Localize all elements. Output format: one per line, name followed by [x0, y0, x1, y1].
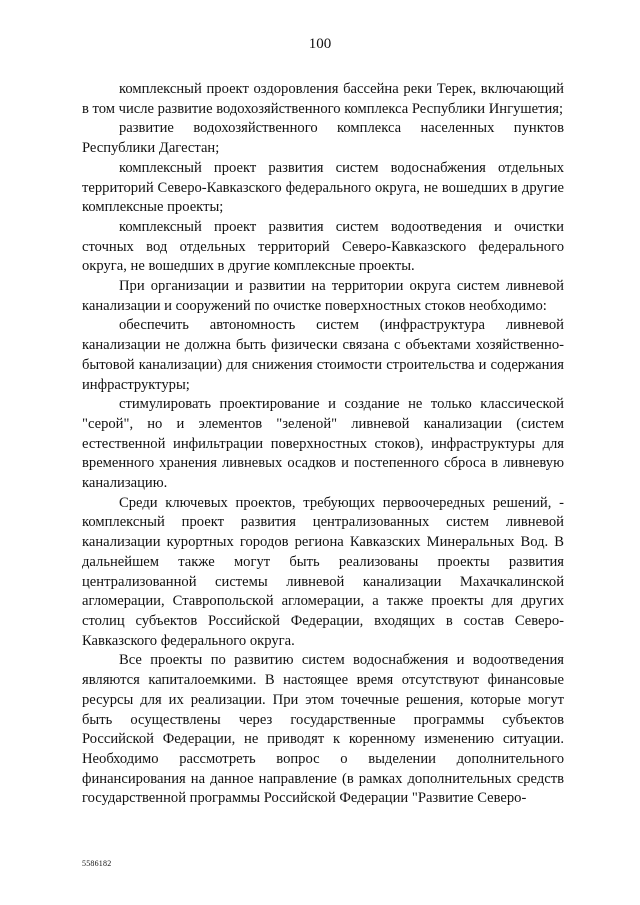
paragraph-financing: Все проекты по развитию систем водоснабжения и водоотведения являются капиталоемкими. В настоящее время отсутствуют финансовые ресурсы для их реализации. При этом точечные решения, которые могут быть осуществлены через государственные программы субъектов Российской Федерации, не приводят к коренному изменению ситуации. Необходимо рассмотреть вопрос о выделении дополнительного финансирования на данное направление (в рамках дополнительных средств государственной программы Российской Федерации "Развитие Северо-	[82, 652, 564, 807]
paragraph-terek-project: комплексный проект оздоровления бассейна реки Терек, включающий в том числе развитие водохозяйственного комплекса Республики Ингушетия;	[82, 81, 564, 117]
paragraph-wastewater: комплексный проект развития систем водоотведения и очистки сточных вод отдельных территорий Северо-Кавказского федерального округа, не вошедших в другие комплексные проекты.	[82, 218, 564, 275]
body-text	[82, 80, 564, 809]
page-number: 100	[308, 36, 332, 52]
paragraph-storm-sewer-intro: При организации и развитии на территории округа систем ливневой канализации и сооружений по очистке поверхностных стоков необходимо:	[82, 278, 564, 314]
paragraph-key-projects: Среди ключевых проектов, требующих первоочередных решений, - комплексный проект развития централизованных систем ливневой канализации курортных городов региона Кавказских Минеральных Вод. В дальнейшем также могут быть реализованы проекты развития централизованной системы ливневой канализации Махачкалинской агломерации, Ставропольской агломерации, а также проекты для других столиц субъектов Российской Федерации, входящих в состав Северо-Кавказского федерального округа.	[82, 494, 564, 649]
document-code: 5586182	[82, 859, 112, 868]
paragraph-water-supply: комплексный проект развития систем водоснабжения отдельных территорий Северо-Кавказского федерального округа, не вошедших в другие комплексные проекты;	[82, 159, 564, 216]
paragraph-green-infrastructure: стимулировать проектирование и создание не только классической "серой", но и элементов "зеленой" ливневой канализации (систем естественной инфильтрации поверхностных стоков), инфраструктуры для временного хранения ливневых осадков и постепенного сброса в ливневую канализацию.	[82, 396, 564, 492]
paragraph-autonomy: обеспечить автономность систем (инфраструктура ливневой канализации не должна быть физически связана с объектами хозяйственно-бытовой канализации) для снижения стоимости строительства и содержания инфраструктуры;	[82, 317, 564, 393]
paragraph-dagestan: развитие водохозяйственного комплекса населенных пунктов Республики Дагестан;	[82, 120, 564, 157]
